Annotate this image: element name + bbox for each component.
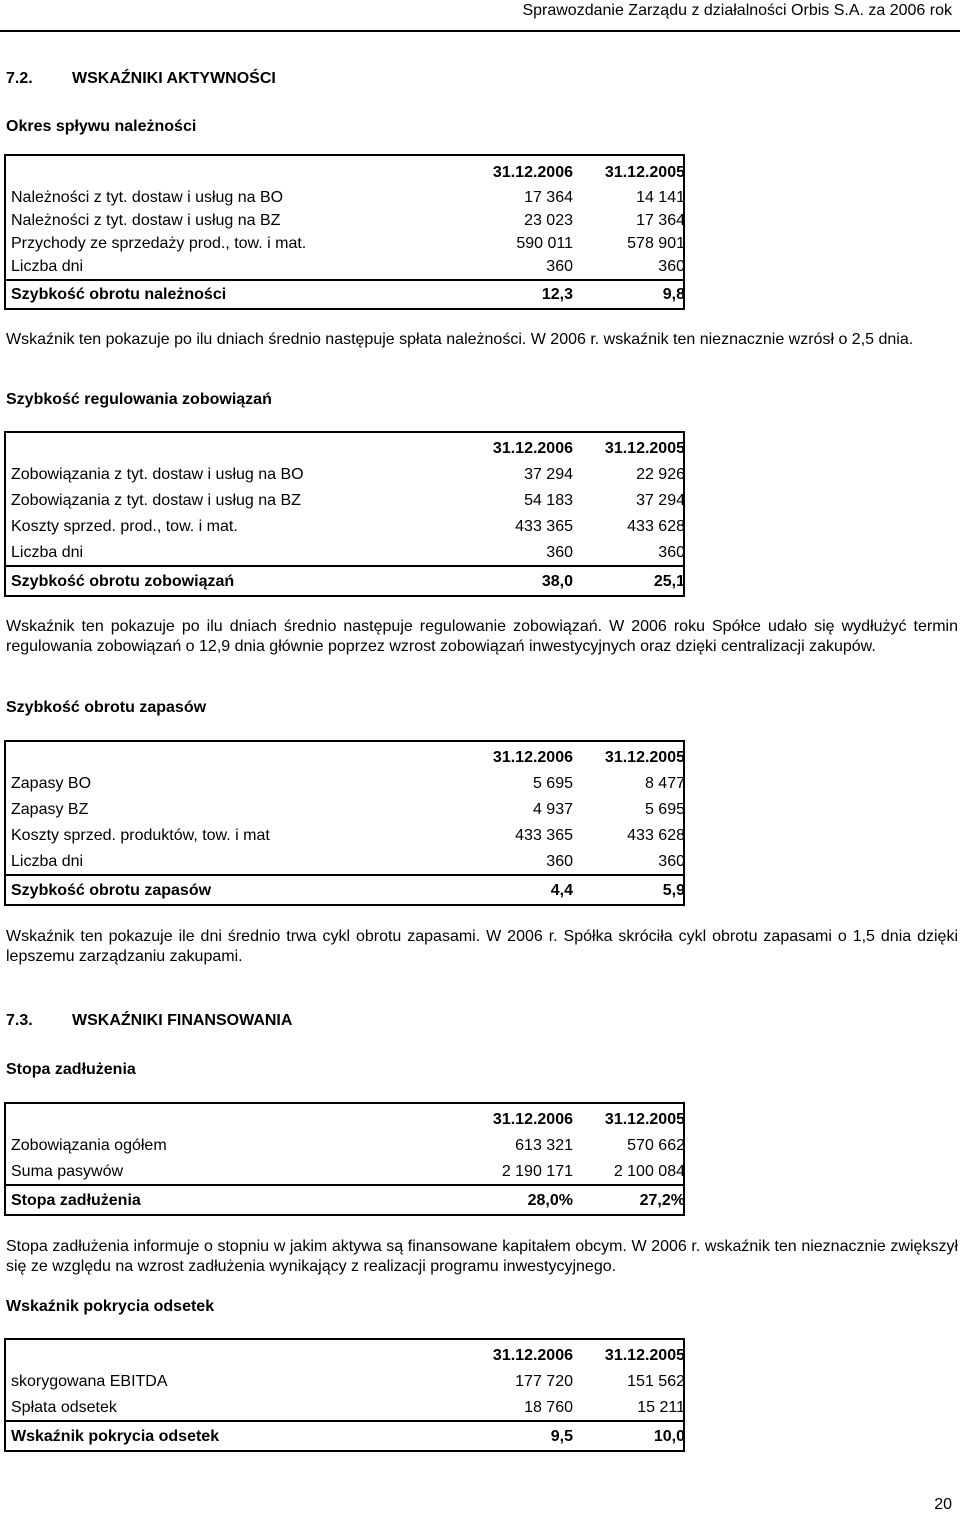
table-row xyxy=(5,209,693,232)
total-2005: 27,2% xyxy=(639,1191,685,1209)
value-2006: 54 183 xyxy=(524,492,573,509)
value-2006: 4 937 xyxy=(532,801,573,818)
total-2005: 9,8 xyxy=(662,286,685,303)
inventory-title: Szybkość obrotu zapasów xyxy=(6,699,207,716)
value-2006: 433 365 xyxy=(515,827,573,844)
value-2006: 613 321 xyxy=(515,1137,573,1154)
table-row xyxy=(5,540,693,566)
row-label: Liczba dni xyxy=(11,853,84,870)
column-header: 31.12.2006 xyxy=(492,440,573,457)
value-2006: 360 xyxy=(546,258,573,275)
value-2005: 360 xyxy=(658,853,685,870)
row-label: Przychody ze sprzedaży prod., tow. i mat. xyxy=(11,234,307,252)
value-2005: 570 662 xyxy=(627,1137,685,1154)
column-header: 31.12.2005 xyxy=(604,1347,685,1364)
payables-title: Szybkość regulowania zobowiązań xyxy=(6,391,272,408)
value-2006: 177 720 xyxy=(515,1373,573,1390)
row-label: Należności z tyt. dostaw i usług na BZ xyxy=(11,211,281,229)
value-2005: 22 926 xyxy=(636,466,685,483)
inventory-note: Wskaźnik ten pokazuje ile dni średnio trwa cykl obrotu zapasami. W 2006 r. Spółka skróciła cykl obrotu zapasami o 1,5 dnia dzięki lepszemu zarządzaniu zakupami. xyxy=(6,928,958,965)
row-label: Suma pasywów xyxy=(11,1163,124,1180)
table-row xyxy=(5,232,693,255)
total-2006: 28,0% xyxy=(527,1191,573,1209)
column-header: 31.12.2005 xyxy=(604,440,685,457)
row-label: Zobowiązania z tyt. dostaw i usług na BO xyxy=(11,466,304,483)
value-2005: 433 628 xyxy=(627,518,685,535)
row-label: Liczba dni xyxy=(11,258,84,275)
table-total-row xyxy=(5,1421,693,1452)
table-row xyxy=(5,1159,693,1185)
table-row xyxy=(5,797,693,823)
column-header: 31.12.2006 xyxy=(492,749,573,766)
row-label: Liczba dni xyxy=(11,544,84,561)
table-row xyxy=(5,462,693,488)
total-label: Wskaźnik pokrycia odsetek xyxy=(11,1427,220,1445)
value-2005: 151 562 xyxy=(627,1373,685,1390)
value-2005: 17 364 xyxy=(636,211,685,229)
value-2005: 360 xyxy=(658,544,685,561)
coverage-table xyxy=(5,1343,693,1452)
inventory-table xyxy=(5,745,693,906)
value-2006: 360 xyxy=(546,853,573,870)
table-total-row xyxy=(5,566,693,597)
total-label: Szybkość obrotu zapasów xyxy=(11,881,212,899)
total-2006: 4,4 xyxy=(550,881,573,899)
section-number: 7.3. xyxy=(6,1012,33,1029)
table-row xyxy=(5,255,693,279)
receivables-note: Wskaźnik ten pokazuje po ilu dniach średnio następuje spłata należności. W 2006 r. wskaźnik ten nieznacznie wzrósł o 2,5 dnia. xyxy=(6,331,914,348)
row-label: skorygowana EBITDA xyxy=(11,1373,168,1390)
value-2005: 15 211 xyxy=(637,1399,685,1416)
row-label: Zapasy BZ xyxy=(11,801,89,818)
column-header: 31.12.2006 xyxy=(492,1111,573,1128)
table-row xyxy=(5,514,693,540)
value-2005: 37 294 xyxy=(636,492,685,509)
total-2005: 10,0 xyxy=(653,1427,685,1445)
section-title: WSKAŹNIKI FINANSOWANIA xyxy=(72,1012,293,1029)
value-2005: 360 xyxy=(658,258,685,275)
receivables-title: Okres spływu należności xyxy=(6,118,197,135)
value-2006: 17 364 xyxy=(524,188,573,206)
row-label: Zapasy BO xyxy=(11,775,92,792)
total-2006: 38,0 xyxy=(541,572,573,590)
payables-table xyxy=(5,436,693,597)
total-label: Stopa zadłużenia xyxy=(11,1191,141,1209)
table-row xyxy=(5,1133,693,1159)
row-label: Koszty sprzed. prod., tow. i mat. xyxy=(11,518,238,535)
value-2005: 578 901 xyxy=(627,234,685,252)
table-total-row xyxy=(5,279,693,311)
value-2006: 360 xyxy=(546,544,573,561)
debt-note: Stopa zadłużenia informuje o stopniu w jakim aktywa są finansowane kapitałem obcym. W 2006 r. wskaźnik ten nieznacznie zwiększył się ze względu na wzrost zadłużenia wynikający z realizacji programu inwestycyjnego. xyxy=(6,1238,958,1275)
column-header: 31.12.2005 xyxy=(604,1111,685,1128)
value-2006: 590 011 xyxy=(516,234,573,252)
table-row xyxy=(5,849,693,875)
table-row xyxy=(5,771,693,797)
table-row xyxy=(5,488,693,514)
value-2006: 23 023 xyxy=(524,211,573,229)
value-2005: 8 477 xyxy=(644,775,685,792)
total-label: Szybkość obrotu zobowiązań xyxy=(11,572,235,590)
value-2005: 2 100 084 xyxy=(613,1163,685,1180)
value-2006: 37 294 xyxy=(524,466,573,483)
total-2006: 12,3 xyxy=(541,286,573,303)
table-total-row xyxy=(5,875,693,906)
page-number: 20 xyxy=(934,1496,952,1513)
value-2006: 5 695 xyxy=(532,775,573,792)
value-2006: 2 190 171 xyxy=(501,1163,573,1180)
table-row xyxy=(5,823,693,849)
value-2005: 5 695 xyxy=(644,801,685,818)
value-2006: 18 760 xyxy=(524,1399,573,1416)
header-rule xyxy=(0,30,960,32)
section-title: WSKAŹNIKI AKTYWNOŚCI xyxy=(72,70,276,87)
total-label: Szybkość obrotu należności xyxy=(11,286,227,303)
row-label: Zobowiązania z tyt. dostaw i usług na BZ xyxy=(11,492,301,509)
table-total-row xyxy=(5,1185,693,1216)
section-number: 7.2. xyxy=(6,70,33,87)
total-2006: 9,5 xyxy=(550,1427,573,1445)
value-2005: 14 141 xyxy=(636,188,685,206)
coverage-title: Wskaźnik pokrycia odsetek xyxy=(6,1298,215,1315)
row-label: Należności z tyt. dostaw i usług na BO xyxy=(11,188,284,206)
column-header: 31.12.2006 xyxy=(492,1347,573,1364)
receivables-table xyxy=(5,160,693,311)
debt-title: Stopa zadłużenia xyxy=(6,1061,136,1078)
payables-note: Wskaźnik ten pokazuje po ilu dniach średnio następuje regulowanie zobowiązań. W 2006 roku Spółce udało się wydłużyć termin regulowania zobowiązań o 12,9 dnia głównie poprzez wzrost zobowiązań inwestycyjnych oraz dzięki centralizacji zakupów. xyxy=(6,618,958,655)
page-header-title: Sprawozdanie Zarządu z działalności Orbis S.A. za 2006 rok xyxy=(522,2,952,19)
row-label: Koszty sprzed. produktów, tow. i mat xyxy=(11,827,270,844)
row-label: Zobowiązania ogółem xyxy=(11,1137,167,1154)
total-2005: 25,1 xyxy=(653,572,685,590)
column-header: 31.12.2005 xyxy=(604,749,685,766)
table-row xyxy=(5,1369,693,1395)
total-2005: 5,9 xyxy=(662,881,685,899)
debt-table xyxy=(5,1107,693,1216)
row-label: Spłata odsetek xyxy=(11,1399,117,1416)
column-header: 31.12.2006 xyxy=(492,164,573,181)
table-row xyxy=(5,1395,693,1421)
value-2006: 433 365 xyxy=(515,518,573,535)
table-row xyxy=(5,186,693,209)
value-2005: 433 628 xyxy=(627,827,685,844)
column-header: 31.12.2005 xyxy=(604,164,685,181)
